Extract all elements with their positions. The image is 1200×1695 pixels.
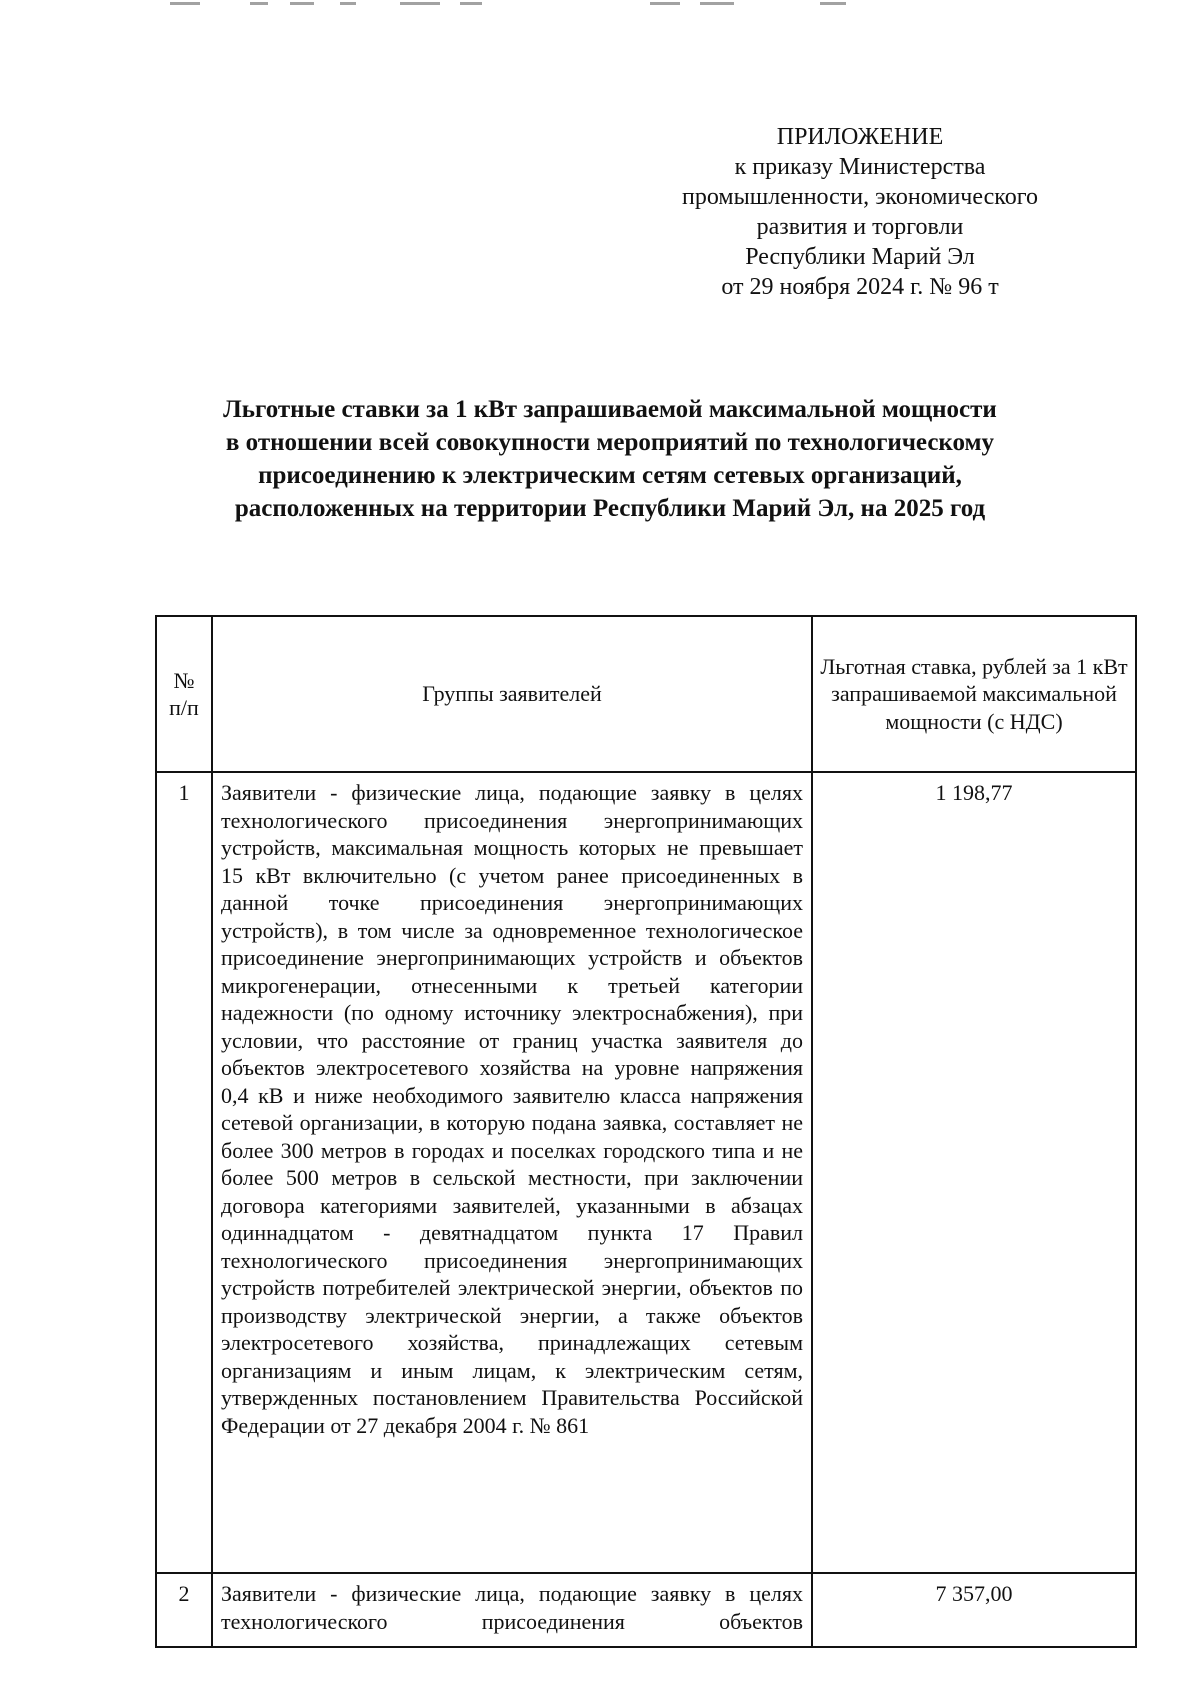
row-group-description: Заявители - физические лица, подающие заявку в целях технологического присоединения объектов	[212, 1573, 812, 1647]
table-header-row	[156, 616, 1136, 772]
header-group: Группы заявителей	[212, 616, 812, 772]
header-rate: Льготная ставка, рублей за 1 кВт запрашиваемой максимальной мощности (с НДС)	[812, 616, 1136, 772]
scan-artifact-marks	[170, 0, 930, 8]
row-rate: 7 357,00	[812, 1573, 1136, 1647]
row-group-description: Заявители - физические лица, подающие заявку в целях технологического присоединения энергопринимающих устройств, максимальная мощность которых не превышает 15 кВт включительно (с учетом ранее присоединенных в данной точке присоединения энергопринимающих устройств), в том числе за одновременное технологическое присоединение энергопринимающих устройств и объектов микрогенерации, отнесенными к третьей категории надежности (по одному источнику электроснабжения), при условии, что расстояние от границ участка заявителя до объектов электросетевого хозяйства на уровне напряжения 0,4 кВ и ниже необходимого заявителю класса напряжения сетевой организации, в которую подана заявка, составляет не более 300 метров в городах и поселках городского типа и не более 500 метров в сельской местности, при заключении договора категориями заявителей, указанными в абзацах одиннадцатом - девятнадцатом пункта 17 Правил технологического присоединения энергопринимающих устройств потребителей электрической энергии, объектов по производству электрической энергии, а также объектов электросетевого хозяйства, принадлежащих сетевым организациям и иным лицам, к электрическим сетям, утвержденных постановлением Правительства Российской Федерации от 27 декабря 2004 г. № 861	[212, 772, 812, 1573]
title-line: в отношении всей совокупности мероприятий по технологическому	[225, 429, 995, 456]
appendix-line: Республики Марий Эл	[745, 244, 975, 270]
document-title	[150, 393, 1070, 525]
row-rate: 1 198,77	[812, 772, 1136, 1573]
row-number: 1	[156, 772, 212, 1573]
table-row	[156, 772, 1136, 1573]
header-number: № п/п	[156, 616, 212, 772]
appendix-line: к приказу Министерства	[734, 154, 986, 180]
title-line: Льготные ставки за 1 кВт запрашиваемой максимальной мощности	[223, 396, 997, 423]
appendix-line: промышленности, экономического	[682, 184, 1038, 210]
appendix-header	[640, 122, 1080, 302]
title-line: расположенных на территории Республики Марий Эл, на 2025 год	[234, 495, 986, 522]
rates-table	[155, 615, 1137, 1648]
row-number: 2	[156, 1573, 212, 1647]
appendix-line: развития и торговли	[756, 214, 964, 240]
appendix-order-date: от 29 ноября 2024 г. № 96 т	[721, 274, 999, 300]
table-row	[156, 1573, 1136, 1647]
appendix-title: ПРИЛОЖЕНИЕ	[776, 124, 944, 150]
title-line: присоединению к электрическим сетям сетевых организаций,	[258, 462, 962, 489]
